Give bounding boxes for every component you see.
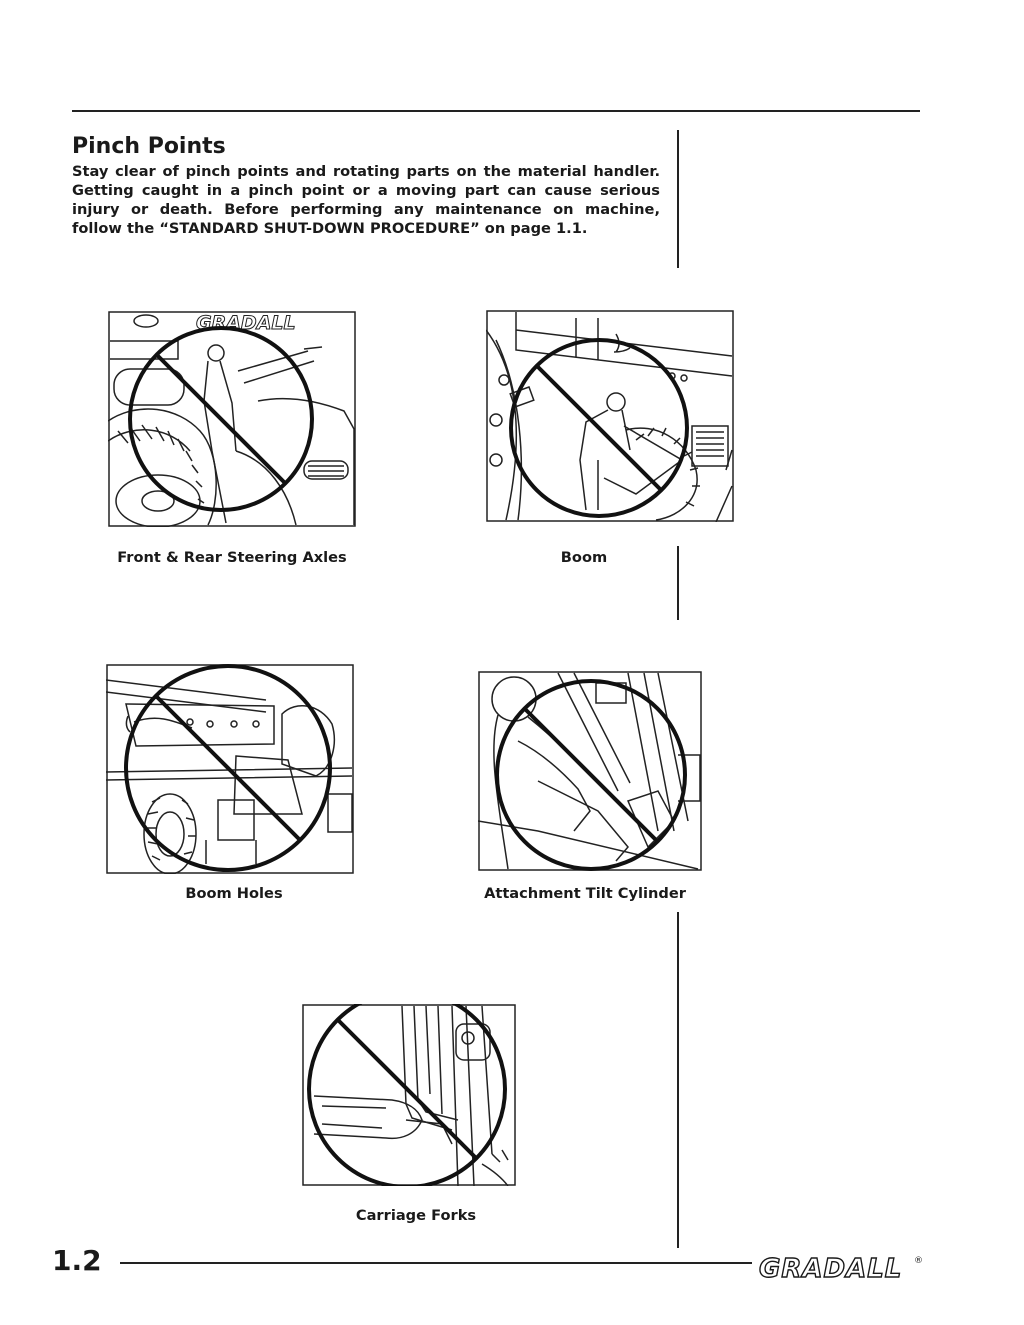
prohibition-icon [130, 328, 312, 510]
gradall-decal-text: GRADALL [196, 312, 296, 334]
header-rule [72, 110, 920, 112]
figure-carriage-forks [302, 1004, 516, 1186]
prohibition-icon [309, 1004, 505, 1186]
footer-rule [120, 1262, 752, 1264]
figure-caption: Front & Rear Steering Axles [117, 549, 347, 566]
registered-mark: ® [914, 1256, 923, 1266]
figure-boom [486, 310, 734, 522]
figure-caption: Carriage Forks [355, 1207, 477, 1224]
figure-caption: Boom Holes [185, 885, 283, 902]
boom-pinch-illustration [486, 310, 734, 522]
intro-paragraph: Stay clear of pinch points and rotating parts on the material handler. Getting caught in a pinch point or a moving part can cause serious injury or death. Before performing any maintenance on machine, follow the “STANDARD SHUT-DOWN PROCEDURE” on page 1.1. [72, 163, 660, 237]
boom-holes-illustration [106, 664, 354, 874]
carriage-forks-illustration [302, 1004, 516, 1186]
gradall-axle-pinch-illustration [108, 311, 356, 527]
section-title: Pinch Points [72, 134, 226, 159]
page-number: 1.2 [52, 1244, 102, 1277]
column-rule [677, 912, 679, 1248]
prohibition-icon [497, 681, 685, 869]
figure-caption: Attachment Tilt Cylinder [484, 885, 686, 902]
gradall-logo [757, 1251, 925, 1287]
tilt-cylinder-illustration [478, 671, 702, 871]
figure-steering-axles [108, 311, 356, 527]
prohibition-icon [511, 340, 687, 516]
figure-tilt-cylinder [478, 671, 702, 871]
figure-boom-holes [106, 664, 354, 874]
logo-text: GRADALL [759, 1254, 903, 1283]
figure-caption: Boom [560, 549, 608, 566]
column-rule [677, 130, 679, 268]
